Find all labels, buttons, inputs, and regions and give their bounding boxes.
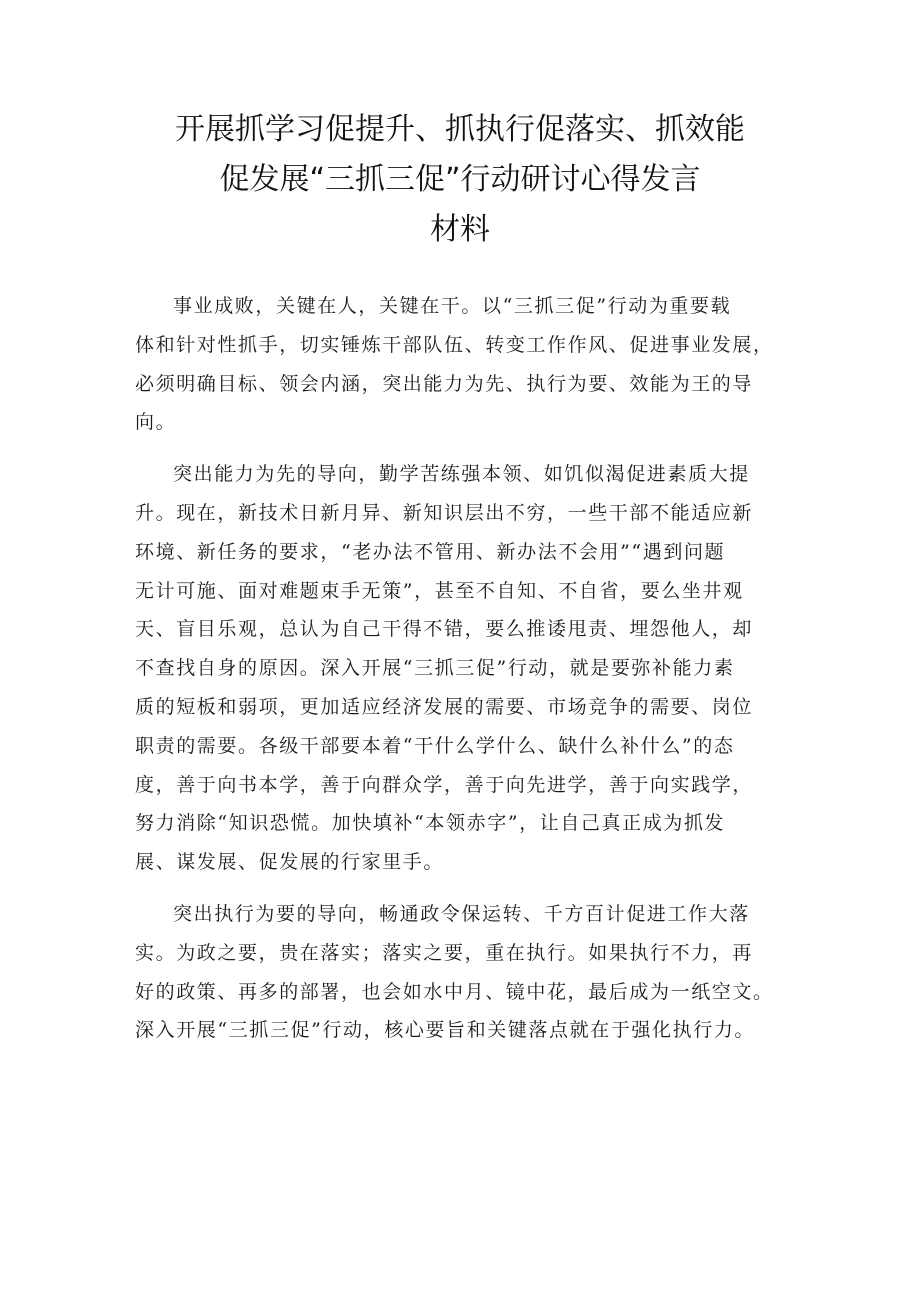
paragraph-line: 不查找自身的原因。深入开展“三抓三促”行动，就是要弥补能力素 — [135, 657, 735, 680]
paragraph-line: 实。为政之要，贵在落实；落实之要，重在执行。如果执行不力，再 — [135, 941, 754, 964]
document-title — [120, 105, 800, 255]
paragraph-line: 升。现在，新技术日新月异、新知识层出不穷，一些干部不能适应新 — [135, 501, 754, 524]
paragraph-line: 突出执行为要的导向，畅通政令保运转、千方百计促进工作大落 — [173, 902, 750, 925]
title-line-2: 促发展“三抓三促”行动研讨心得发言 — [219, 162, 701, 197]
paragraph-line: 环境、新任务的要求，“老办法不管用、新办法不会用”“遇到问题 — [135, 540, 726, 563]
paragraph-1 — [135, 287, 795, 442]
paragraph-line: 努力消除“知识恐慌。加快填补“本领赤字”，让自己真正成为抓发 — [135, 812, 726, 835]
paragraph-line: 体和针对性抓手，切实锤炼干部队伍、转变工作作风、促进事业发展， — [135, 333, 774, 356]
paragraph-line: 无计可施、面对难题束手无策”，甚至不自知、不自省，要么坐井观 — [135, 579, 744, 602]
document-body — [135, 287, 795, 1050]
paragraph-line: 深入开展“三抓三促”行动，核心要旨和关键落点就在于强化执行力。 — [135, 1019, 756, 1042]
paragraph-line: 突出能力为先的导向，勤学苦练强本领、如饥似渴促进素质大提 — [173, 463, 750, 486]
paragraph-line: 质的短板和弱项，更加适应经济发展的需要、市场竞争的需要、岗位 — [135, 695, 754, 718]
paragraph-line: 向。 — [135, 411, 177, 434]
title-line-3: 材料 — [430, 212, 490, 247]
title-line-1: 开展抓学习促提升、抓执行促落实、抓效能 — [175, 112, 745, 147]
paragraph-line: 展、谋发展、促发展的行家里手。 — [135, 851, 445, 874]
paragraph-spacer — [135, 882, 795, 895]
paragraph-line: 度，善于向书本学，善于向群众学，善于向先进学，善于向实践学， — [135, 773, 754, 796]
paragraph-spacer — [135, 442, 795, 455]
paragraph-line: 好的政策、再多的部署，也会如水中月、镜中花，最后成为一纸空文。 — [135, 980, 774, 1003]
paragraph-line: 事业成败，关键在人，关键在干。以“三抓三促”行动为重要载 — [173, 295, 732, 317]
paragraph-line: 职责的需要。各级干部要本着“干什么学什么、缺什么补什么”的态 — [135, 734, 735, 757]
paragraph-line: 天、盲目乐观，总认为自己干得不错，要么推诿甩责、埋怨他人，却 — [135, 618, 754, 641]
paragraph-line: 必须明确目标、领会内涵，突出能力为先、执行为要、效能为王的导 — [135, 372, 754, 395]
paragraph-2 — [135, 455, 795, 882]
paragraph-3 — [135, 895, 795, 1050]
